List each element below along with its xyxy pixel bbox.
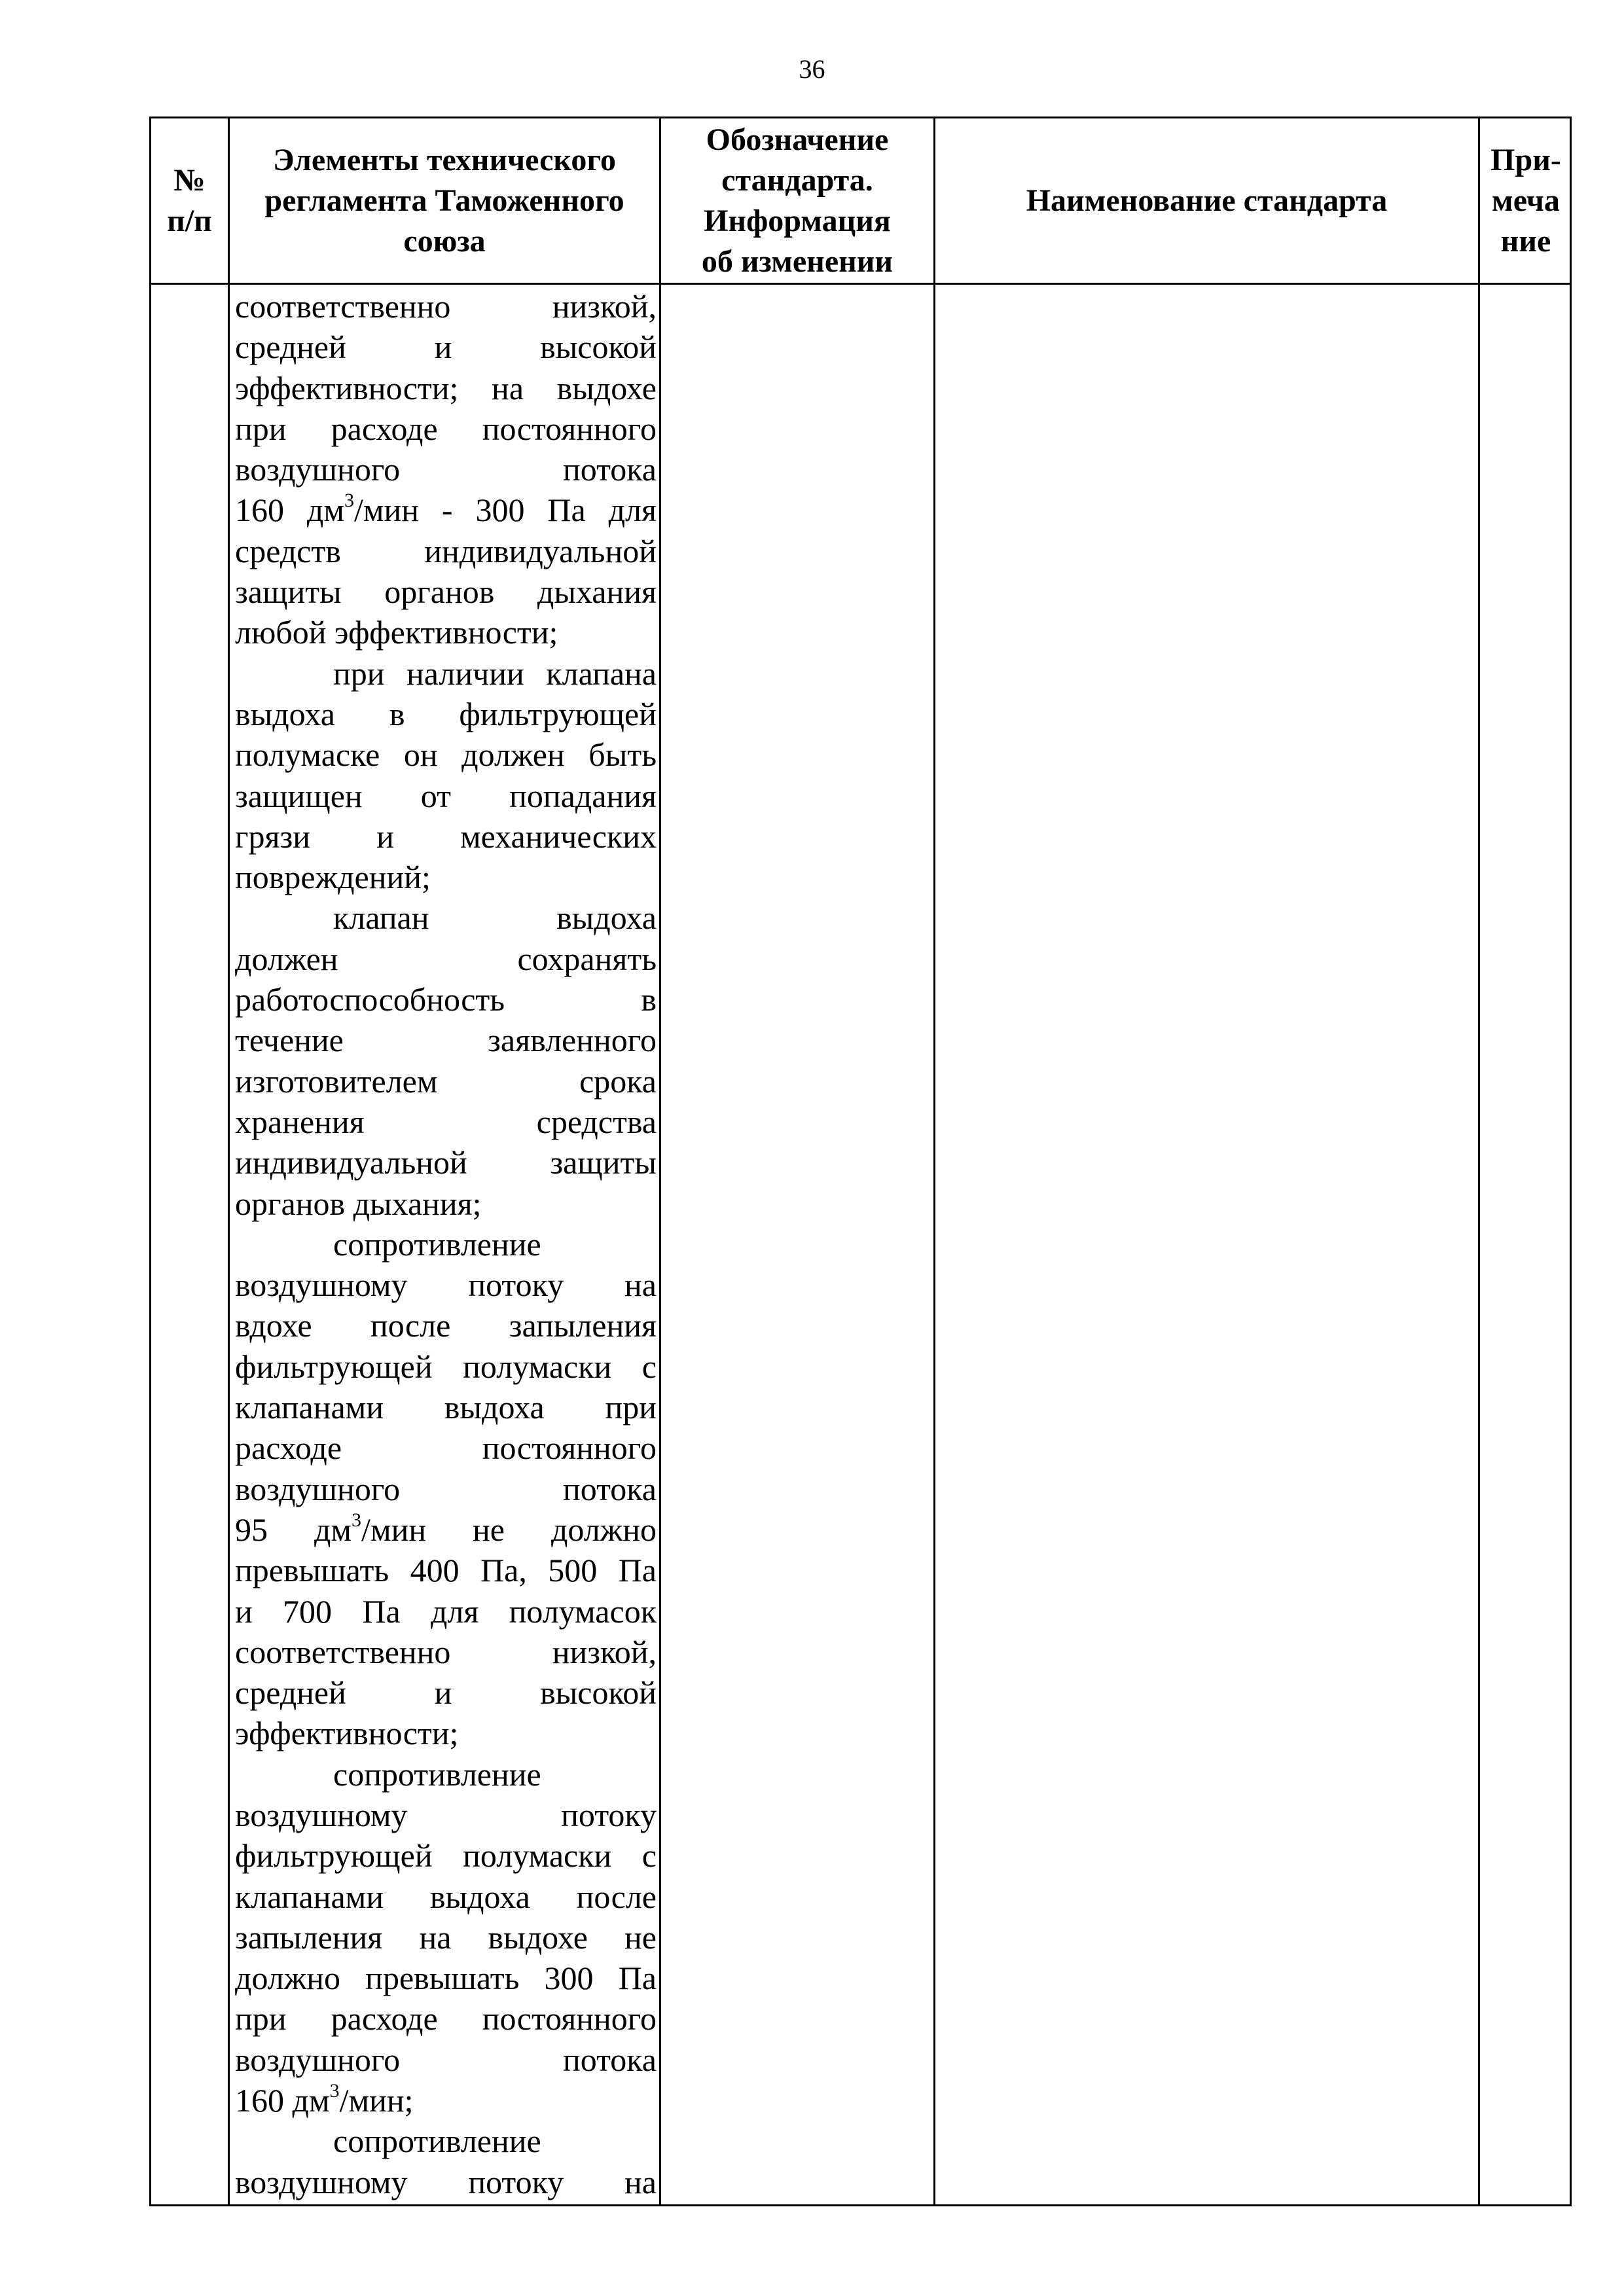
text-line: воздушного потока <box>235 1470 657 1507</box>
text-line: 160 $дм^3$/мин - 300 Па для <box>235 490 657 529</box>
text-line: 95 $дм^3$/мин не должно <box>235 1509 657 1548</box>
text-line: полумаске он должен быть <box>235 736 657 774</box>
text-line: клапан выдоха <box>333 899 657 937</box>
text-line: эффективности; на выдохе <box>235 369 657 406</box>
text-line: выдоха в фильтрующей <box>235 695 657 732</box>
header-note <box>1480 118 1572 283</box>
text-line: при расходе постоянного <box>235 2000 657 2037</box>
text-line: фильтрующей полумаски с <box>235 1837 657 1874</box>
text-line: повреждений; <box>235 859 431 896</box>
text-line: при наличии клапана <box>333 655 657 692</box>
page-number: 36 <box>799 54 825 84</box>
header-num-line: п/п <box>167 203 212 238</box>
standards-table <box>149 117 1572 2206</box>
header-elements-line: союза <box>403 223 486 259</box>
text-line: течение заявленного <box>235 1022 657 1059</box>
header-elements-line: регламента Таможенного <box>264 183 624 218</box>
text-line: грязи и механических <box>235 817 657 855</box>
text-line: соответственно низкой, <box>235 288 657 325</box>
text-line: воздушного потока <box>235 451 657 488</box>
text-line: защиты органов дыхания <box>235 573 657 611</box>
text-line: средств индивидуальной <box>235 532 657 569</box>
text-line: сопротивление <box>333 1225 541 1263</box>
header-designation-line: об изменении <box>701 243 893 279</box>
header-num <box>151 118 228 283</box>
header-divider <box>151 283 1570 285</box>
header-name-line: Наименование стандарта <box>1026 183 1388 218</box>
text-line: сопротивление <box>333 1755 541 1793</box>
header-name <box>935 118 1478 283</box>
header-elements-line: Элементы технического <box>273 142 616 177</box>
column-divider <box>1478 118 1480 2204</box>
text-line: воздушному потоку на <box>235 1266 657 1304</box>
header-note-line: меча <box>1492 183 1560 218</box>
text-line: хранения средства <box>235 1103 657 1140</box>
text-line: органов дыхания; <box>235 1185 482 1222</box>
column-divider <box>659 118 661 2204</box>
column-divider <box>933 118 935 2204</box>
header-designation-line: Обозначение <box>706 122 889 157</box>
header-note-line: При- <box>1490 142 1561 177</box>
text-line: должно превышать 300 Па <box>235 1960 657 1997</box>
text-line: 160 $дм^3$/мин; <box>235 2080 414 2119</box>
text-line: расходе постоянного <box>235 1429 657 1467</box>
header-elements <box>230 118 659 283</box>
header-designation <box>661 118 933 283</box>
text-line: превышать 400 Па, 500 Па <box>235 1552 657 1589</box>
header-designation-line: стандарта. <box>721 162 873 198</box>
text-line: защищен от попадания <box>235 777 657 814</box>
text-line: запыления на выдохе не <box>235 1918 657 1956</box>
requirements-text <box>235 286 657 2202</box>
text-line: вдохе после запыления <box>235 1307 657 1344</box>
text-line: при расходе постоянного <box>235 410 657 447</box>
text-line: должен сохранять <box>235 940 657 977</box>
text-line: воздушному потоку <box>235 1796 657 1833</box>
header-designation-line: Информация <box>704 203 891 238</box>
text-line: воздушному потоку на <box>235 2163 657 2200</box>
header-note-line: ние <box>1500 223 1551 259</box>
text-line: средней и высокой <box>235 1674 657 1712</box>
text-line: средней и высокой <box>235 329 657 366</box>
text-line: индивидуальной защиты <box>235 1144 657 1181</box>
text-line: клапанами выдоха после <box>235 1878 657 1915</box>
text-line: фильтрующей полумаски с <box>235 1348 657 1385</box>
text-line: работоспособность в <box>235 981 657 1018</box>
header-num-line: № <box>173 162 206 198</box>
text-line: и 700 Па для полумасок <box>235 1592 657 1630</box>
text-line: сопротивление <box>333 2123 541 2160</box>
text-line: эффективности; <box>235 1715 459 1752</box>
text-line: соответственно низкой, <box>235 1633 657 1670</box>
text-line: воздушного потока <box>235 2041 657 2078</box>
text-line: любой эффективности; <box>235 614 558 651</box>
text-line: клапанами выдоха при <box>235 1389 657 1426</box>
text-line: изготовителем срока <box>235 1062 657 1100</box>
column-divider <box>228 118 230 2204</box>
